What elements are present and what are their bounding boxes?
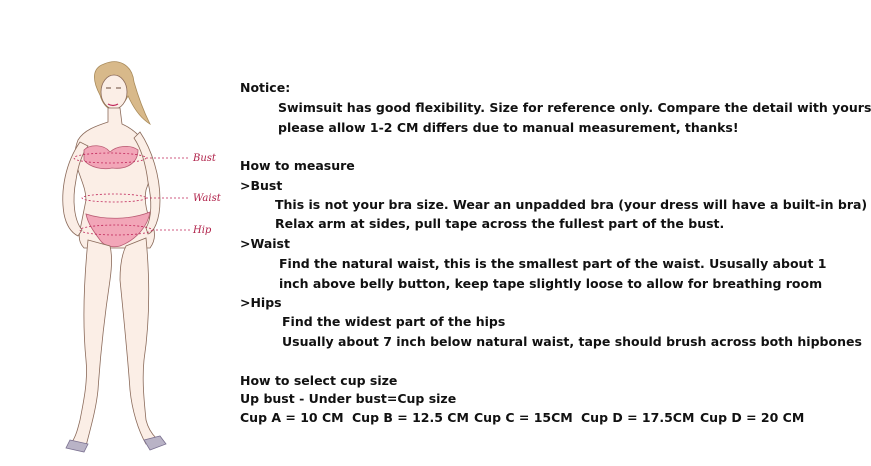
bust-line-1: This is not your bra size. Wear an unpadded bra (your dress will have a built-in bra) [275, 197, 868, 212]
left-leg [72, 240, 112, 446]
cup-size-a: Cup A = 10 CM [240, 410, 344, 425]
cup-size-c: Cup C = 15CM [474, 410, 573, 425]
cup-size-d: Cup D = 17.5CM [581, 410, 695, 425]
right-leg [120, 238, 156, 444]
hips-section-label: >Hips [240, 295, 282, 310]
face [101, 75, 127, 109]
waist-section-label: >Waist [240, 236, 290, 251]
bust-label: Bust [193, 153, 216, 164]
waist-line-1: Find the natural waist, this is the smallest part of the waist. Ususally about 1 [279, 256, 827, 271]
waist-label: Waist [193, 193, 221, 204]
notice-heading: Notice: [240, 80, 291, 95]
body-measurement-illustration [0, 0, 235, 466]
cup-size-b: Cup B = 12.5 CM [352, 410, 469, 425]
waist-line-2: inch above belly button, keep tape slightly loose to allow for breathing room [279, 276, 823, 291]
notice-line-2: please allow 1-2 CM differs due to manual measurement, thanks! [278, 120, 739, 135]
cup-heading: How to select cup size [240, 373, 398, 388]
cup-formula: Up bust - Under bust=Cup size [240, 391, 457, 406]
bust-section-label: >Bust [240, 178, 283, 193]
notice-line-1: Swimsuit has good flexibility. Size for reference only. Compare the detail with yours [278, 100, 871, 115]
hips-line-1: Find the widest part of the hips [282, 314, 506, 329]
bust-line-2: Relax arm at sides, pull tape across the fullest part of the bust. [275, 216, 725, 231]
hips-line-2: Usually about 7 inch below natural waist, tape should brush across both hipbones [282, 334, 862, 349]
hip-label: Hip [193, 225, 212, 236]
how-to-measure-heading: How to measure [240, 158, 355, 173]
cup-size-d-2: Cup D = 20 CM [700, 410, 805, 425]
